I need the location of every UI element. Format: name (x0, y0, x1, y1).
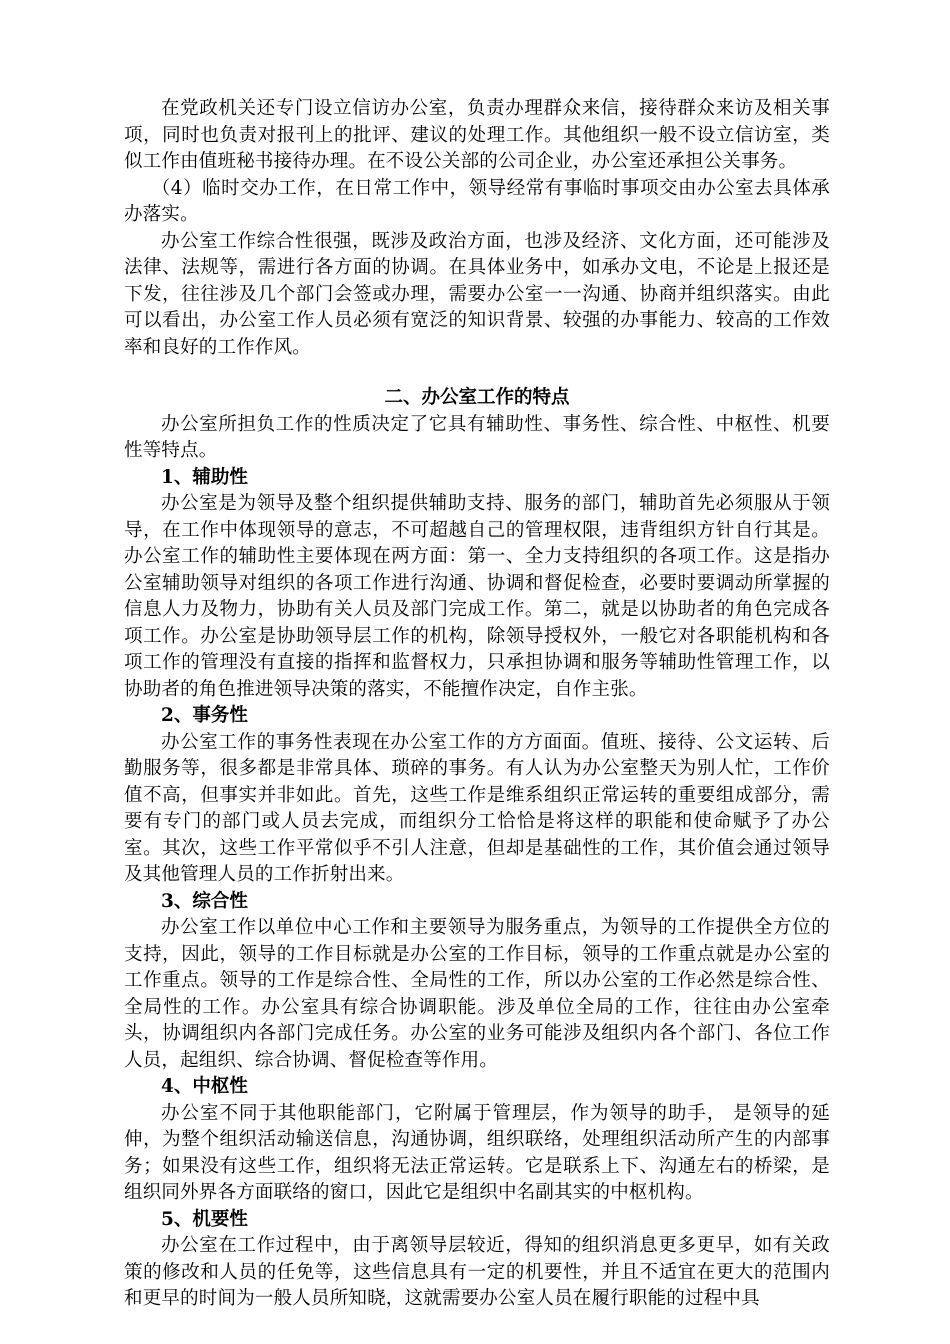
item-text-routine: 办公室工作的事务性表现在办公室工作的方方面面。值班、接待、公文运转、后勤服务等，很多都是非常具体、琐碎的事务。有人认为办公室整天为别人忙，工作价值不高，但事实并非如此。首先，这些工作是维系组织正常运转的重要组成部分，需要有专门的部门或人员去完成，而组织分工恰恰是将这样的职能和使命赋予了办公室。其次，这些工作平常似乎不引人注意，但却是基础性的工作，其价值会通过领导及其他管理人员的工作折射出来。 (124, 731, 830, 885)
section-title: 二、办公室工作的特点 (384, 387, 570, 408)
item-text-central: 办公室不同于其他职能部门，它附属于管理层，作为领导的助手， 是领导的延伸，为整个组织活动输送信息，沟通协调，组织联络，处理组织活动所产生的内部事务；如果没有这些工作，组织将无法正常运转。它是联系上下、沟通左右的桥梁，是组织同外界各方面联络的窗口，因此它是组织中名副其实的中枢机构。 (124, 1102, 830, 1203)
item-heading-confidential: 5、机要性 (161, 1208, 248, 1230)
item-text-confidential: 办公室在工作过程中，由于离领导层较近，得知的组织消息更多更早，如有关政策的修改和人员的任免等，这些信息具有一定的机要性，并且不适宜在更大的范围内和更早的时间为一般人员所知晓，这就需要办公室人员在履行职能的过程中具 (124, 1235, 830, 1309)
item-text-comprehensive: 办公室工作以单位中心工作和主要领导为服务重点，为领导的工作提供全方位的支持，因此，领导的工作目标就是办公室的工作目标，领导的工作重点就是办公室的工作重点。领导的工作是综合性、全局性的工作，所以办公室的工作必然是综合性、全局性的工作。办公室具有综合协调职能。涉及单位全局的工作，往往由办公室牵头，协调组织内各部门完成任务。办公室的业务可能涉及组织内各个部门、各位工作人员，起组织、综合协调、督促检查等作用。 (124, 917, 830, 1071)
intro-paragraph-3: 办公室工作综合性很强，既涉及政治方面，也涉及经济、文化方面，还可能涉及法律、法规等，需进行各方面的协调。在具体业务中，如承办文电，不论是上报还是下发，往往涉及几个部门会签或办理，需要办公室一一沟通、协商并组织落实。由此可以看出，办公室工作人员必须有宽泛的知识背景、较强的办事能力、较高的工作效率和良好的工作作风。 (124, 230, 830, 358)
item-heading-auxiliary: 1、辅助性 (161, 466, 248, 488)
section-lead-paragraph: 办公室所担负工作的性质决定了它具有辅助性、事务性、综合性、中枢性、机要性等特点。 (124, 413, 830, 461)
intro-paragraph-1: 在党政机关还专门设立信访办公室，负责办理群众来信，接待群众来访及相关事项，同时也负责对报刊上的批评、建议的处理工作。其他组织一般不设立信访室，类似工作由值班秘书接待办理。在不设公关部的公司企业，办公室还承担公关事务。 (124, 98, 830, 172)
document-body (124, 96, 830, 1313)
item-heading-comprehensive: 3、综合性 (161, 890, 248, 912)
item-heading-central: 4、中枢性 (161, 1076, 248, 1097)
item-text-auxiliary: 办公室是为领导及整个组织提供辅助支持、服务的部门，辅助首先必须服从于领导，在工作中体现领导的意志，不可超越自己的管理权限，违背组织方针自行其是。办公室工作的辅助性主要体现在两方面：第一、全力支持组织的各项工作。这是指办公室辅助领导对组织的各项工作进行沟通、协调和督促检查，必要时要调动所掌握的信息人力及物力，协助有关人员及部门完成工作。第二，就是以协助者的角色完成各项工作。办公室是协助领导层工作的机构，除领导授权外，一般它对各职能机构和各项工作的管理没有直接的指挥和监督权力，只承担协调和服务等辅助性管理工作，以协助者的角色推进领导决策的落实，不能擅作决定，自作主张。 (124, 493, 830, 700)
item-heading-routine: 2、事务性 (161, 705, 248, 726)
intro-paragraph-2: （4）临时交办工作，在日常工作中，领导经常有事临时事项交由办公室去具体承办落实。 (124, 177, 830, 225)
